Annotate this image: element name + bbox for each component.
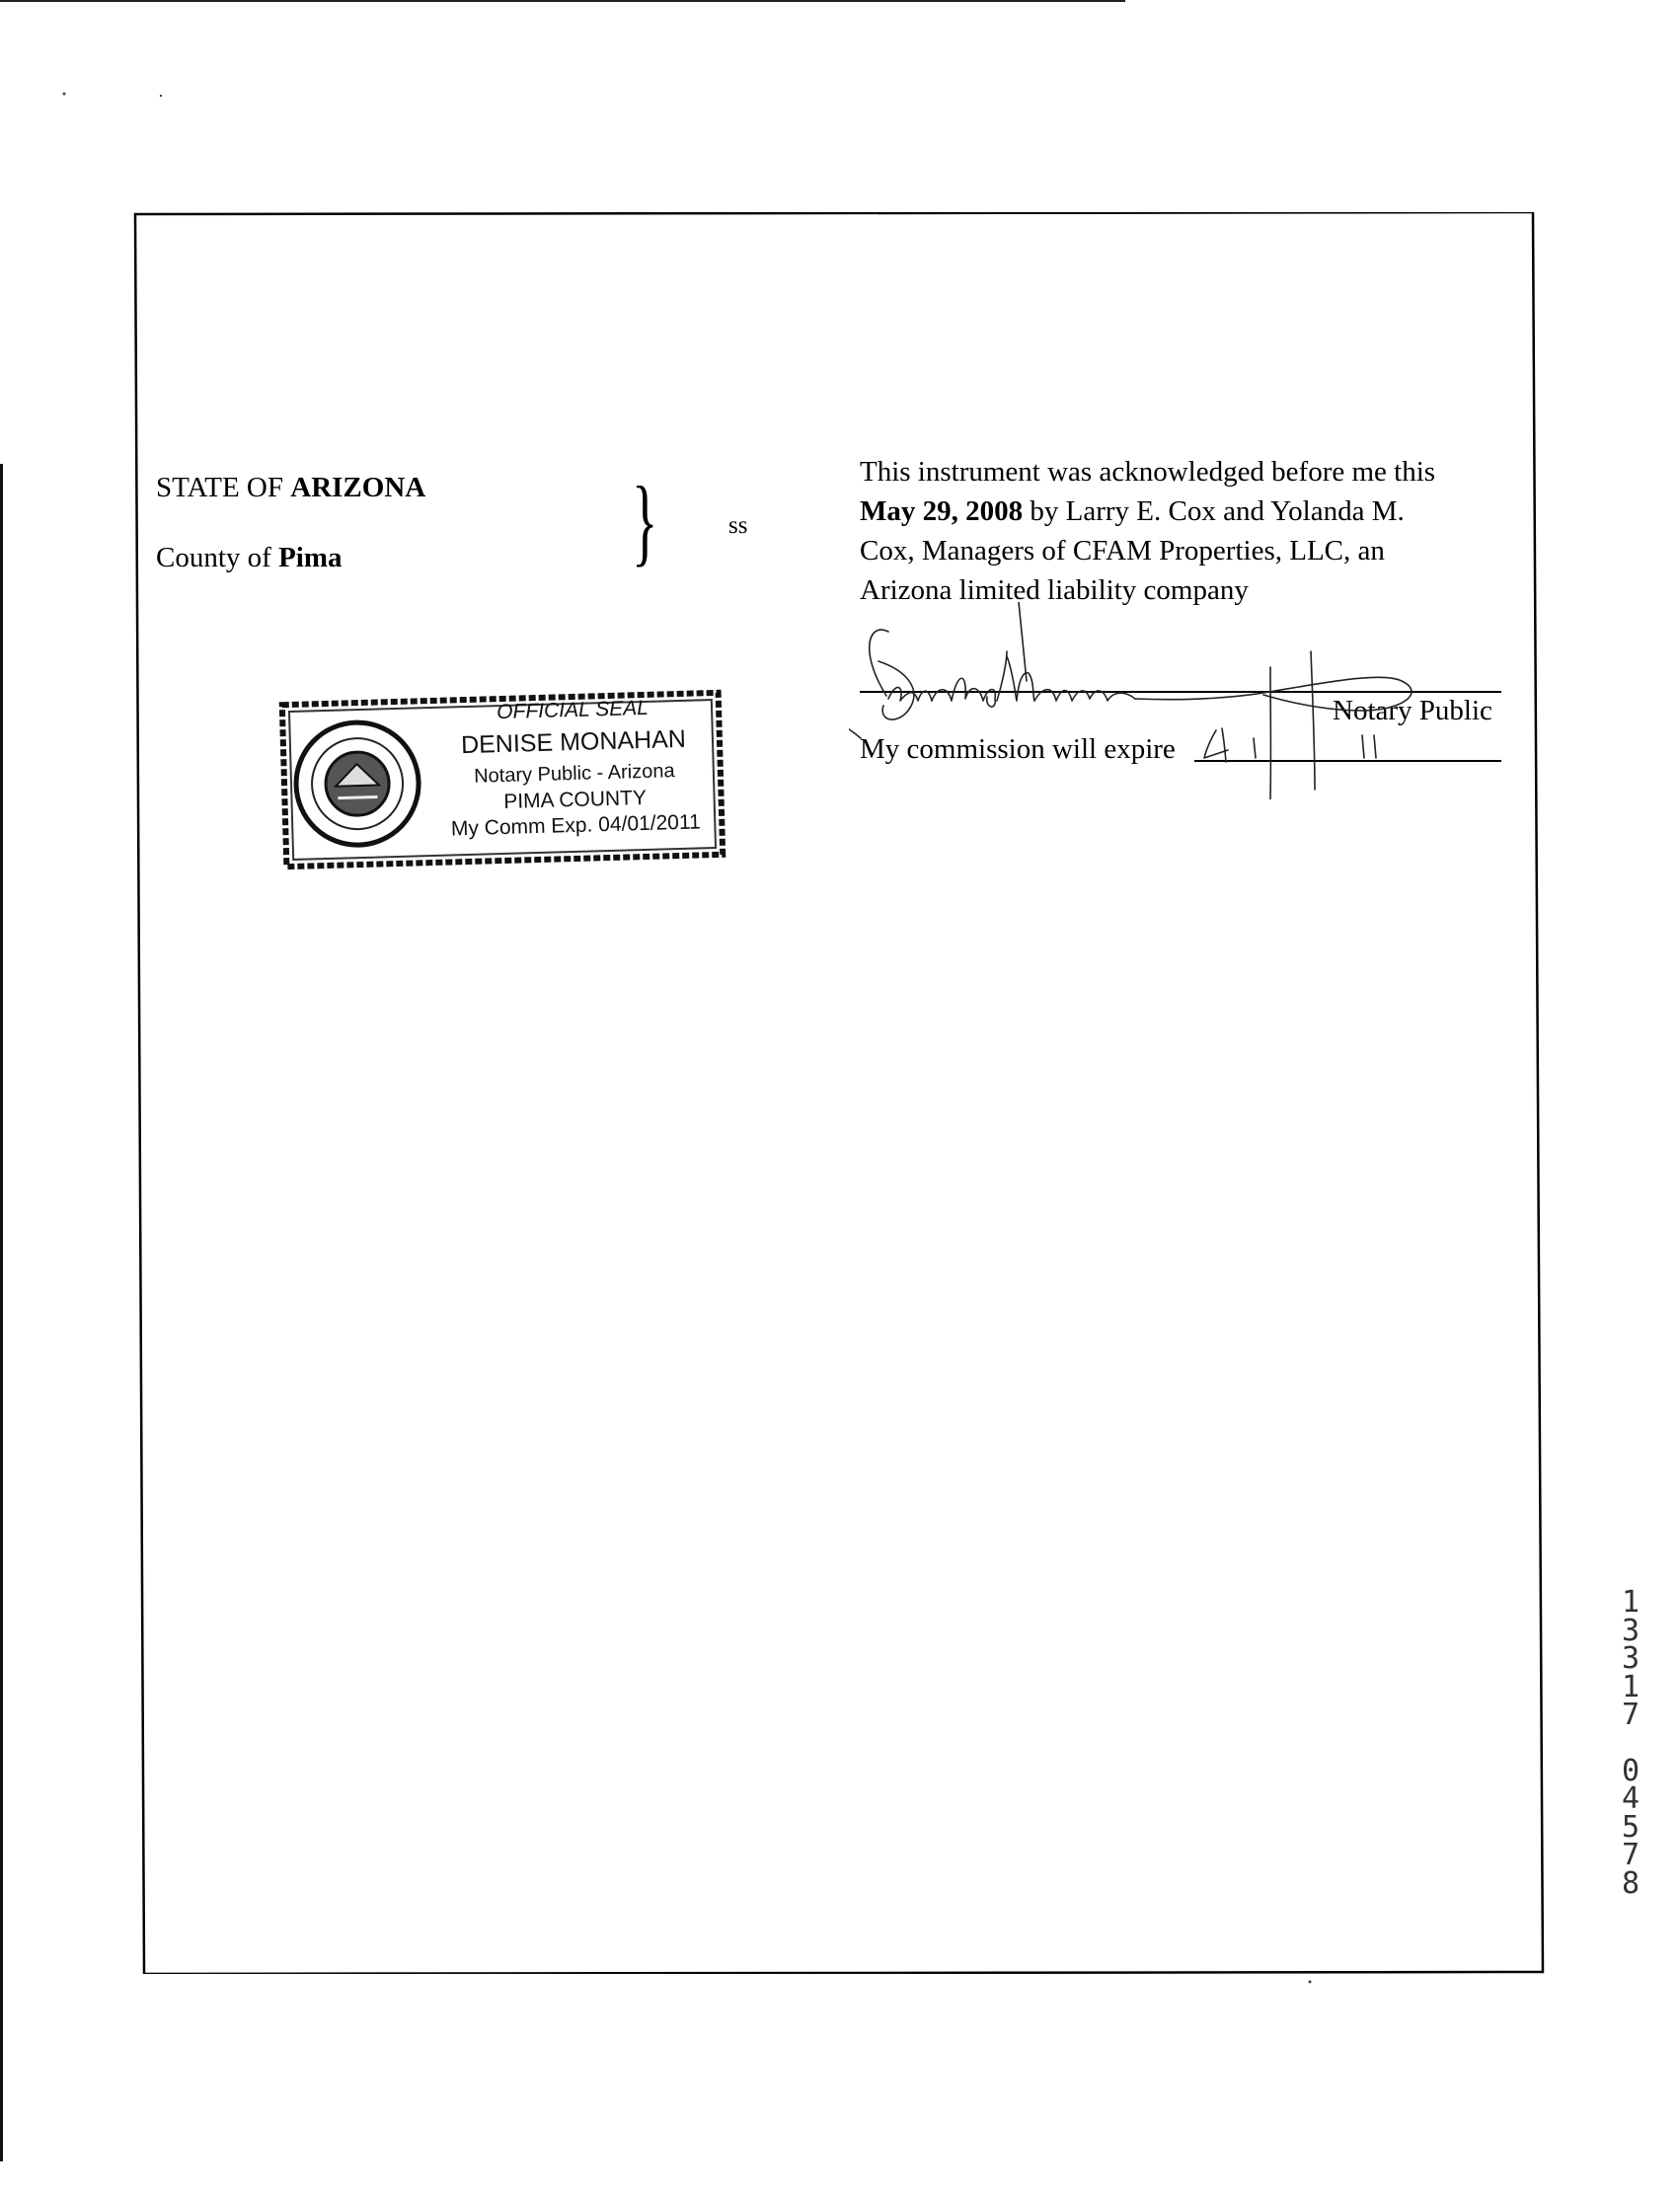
seal-expiry: My Comm Exp. 04/01/2011 <box>450 810 702 841</box>
recording-number <box>1613 1585 1648 1901</box>
scan-left-edge <box>0 464 3 2161</box>
notary-handwritten-signature <box>849 602 1560 799</box>
state-line <box>156 474 425 502</box>
recording-digit: 0 <box>1621 1753 1641 1788</box>
ss-label: ss <box>728 512 748 539</box>
county-prefix: County of <box>156 542 271 573</box>
seal-county: PIMA COUNTY <box>502 786 648 813</box>
seal-heading: OFFICIAL SEAL <box>496 696 649 724</box>
brace-icon: } <box>632 466 658 575</box>
state-name: ARIZONA <box>290 472 426 503</box>
recording-digit: 3 <box>1621 1641 1641 1676</box>
recording-digit: 7 <box>1621 1698 1641 1732</box>
ack-line-1: This instrument was acknowledged before me this <box>860 456 1436 488</box>
recording-digit: 7 <box>1621 1838 1641 1872</box>
county-name: Pima <box>278 542 343 573</box>
scan-top-edge <box>0 0 1125 2</box>
recording-digit: 3 <box>1621 1613 1641 1648</box>
commission-label: My commission will expire <box>860 733 1176 765</box>
recording-digit: 1 <box>1621 1585 1641 1620</box>
recording-digit: 5 <box>1621 1809 1641 1845</box>
recording-digit: 8 <box>1621 1865 1641 1901</box>
ack-line-2 <box>860 492 1435 531</box>
seal-title: Notary Public - Arizona <box>473 760 675 788</box>
recording-digit: 1 <box>1621 1669 1641 1704</box>
ack-line-4: Arizona limited liability company <box>860 574 1249 606</box>
state-prefix: STATE OF <box>156 472 283 503</box>
ack-line-3: Cox, Managers of CFAM Properties, LLC, an <box>860 535 1385 567</box>
seal-name: DENISE MONAHAN <box>460 724 687 760</box>
ack-date: May 29, 2008 <box>860 495 1024 527</box>
county-line <box>156 544 343 572</box>
recording-digit: 4 <box>1621 1781 1641 1816</box>
acknowledgment-text <box>860 452 1435 610</box>
official-seal-stamp <box>276 685 729 875</box>
ack-signers: by Larry E. Cox and Yolanda M. <box>1023 495 1405 527</box>
notary-public-label: Notary Public <box>1333 695 1492 726</box>
